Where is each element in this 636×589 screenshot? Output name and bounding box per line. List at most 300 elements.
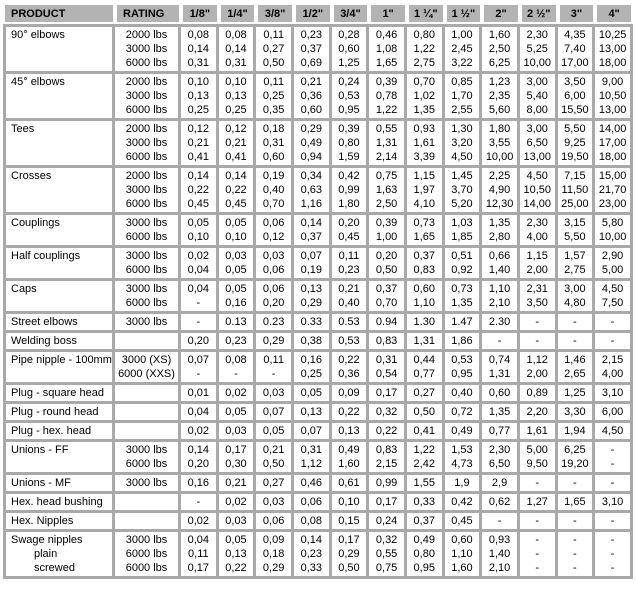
- weight-value: 0,16: [225, 297, 247, 309]
- weight-cell: [332, 532, 370, 579]
- weight-cell: [294, 74, 332, 121]
- weight-value: -: [535, 316, 540, 328]
- weight-cell: [595, 121, 633, 168]
- weight-cell: [369, 74, 407, 121]
- weight-cell: [407, 494, 445, 513]
- weight-value: 0,45: [338, 231, 360, 243]
- weight-cell: [294, 281, 332, 314]
- weight-value: 0,50: [262, 57, 285, 69]
- column-header-size: 1": [369, 3, 407, 24]
- weight-value: 4,50: [526, 170, 548, 182]
- weight-value: 0,13: [225, 548, 247, 560]
- weight-value: -: [573, 562, 577, 574]
- weight-value: 0,10: [187, 76, 210, 88]
- weight-value: 0,03: [225, 250, 247, 262]
- rating-label: 6000 (XXS): [118, 368, 175, 380]
- weight-cell: [595, 168, 633, 215]
- weight-value: 0,33: [300, 562, 322, 574]
- rating-label: [115, 386, 178, 400]
- weight-cell: [520, 475, 558, 494]
- weight-value: 0,95: [338, 104, 360, 116]
- weight-value: 3,70: [451, 184, 473, 196]
- weight-cell: [219, 333, 257, 352]
- weight-value: 0,37: [300, 43, 322, 55]
- weight-value: 0,22: [338, 406, 360, 418]
- product-name: Plug - hex. head: [11, 425, 92, 437]
- weight-cell: [482, 24, 520, 74]
- weight-value: -: [573, 515, 577, 527]
- weight-cell: [294, 442, 332, 475]
- weight-value: 0,32: [375, 406, 398, 418]
- weight-value: 0,05: [300, 387, 322, 399]
- weight-value: 0,15: [338, 515, 360, 527]
- weight-cell: [256, 215, 294, 248]
- weight-cell: [407, 121, 445, 168]
- weight-cell: [294, 423, 332, 442]
- weight-value: 0,18: [262, 548, 285, 560]
- weight-cell: [595, 74, 633, 121]
- weight-value: 3,50: [526, 297, 548, 309]
- weight-value: 0,50: [338, 562, 360, 574]
- weight-cell: [181, 423, 219, 442]
- weight-value: 2,31: [526, 283, 548, 295]
- weight-value: 0,14: [225, 170, 247, 182]
- weight-value: 1,35: [488, 406, 511, 418]
- weight-value: 0,21: [225, 137, 247, 149]
- weight-value: -: [535, 335, 540, 347]
- weight-cell: [256, 74, 294, 121]
- weight-cell: [294, 352, 332, 385]
- weight-value: 0.23: [262, 316, 285, 328]
- weight-value: 0,04: [187, 264, 210, 276]
- weight-cell: [332, 121, 370, 168]
- product-name: Swage nipples: [11, 534, 83, 546]
- weight-cell: [445, 385, 483, 404]
- weight-value: -: [610, 335, 615, 347]
- weight-value: 10,50: [598, 90, 627, 102]
- rating-cell: [115, 532, 181, 579]
- column-header-product: PRODUCT: [3, 3, 115, 24]
- weight-cell: [595, 385, 633, 404]
- weight-value: 4,35: [564, 29, 586, 41]
- rating-label: 3000 lbs: [125, 316, 168, 328]
- weight-value: 8,00: [526, 104, 548, 116]
- weight-cell: [294, 385, 332, 404]
- weight-value: 0,25: [262, 90, 285, 102]
- weight-value: 1,12: [300, 458, 322, 470]
- weight-cell: [181, 475, 219, 494]
- weight-value: 0,78: [375, 90, 398, 102]
- product-cell: [3, 74, 115, 121]
- weight-value: 1,60: [338, 458, 360, 470]
- product-group-row: [3, 74, 633, 121]
- weight-value: 6,00: [601, 406, 624, 418]
- weight-value: 0,31: [262, 137, 285, 149]
- weight-cell: [256, 442, 294, 475]
- weight-value: 0,75: [375, 562, 398, 574]
- weight-value: 0,89: [526, 387, 548, 399]
- rating-cell: [115, 352, 181, 385]
- weight-value: 0,73: [451, 283, 473, 295]
- weight-value: 1,55: [413, 477, 435, 489]
- rating-cell: [115, 215, 181, 248]
- weight-cell: [558, 513, 596, 532]
- weight-cell: [520, 314, 558, 333]
- weight-value: 0,24: [338, 76, 360, 88]
- weight-value: 13,00: [523, 151, 551, 163]
- weight-value: 0,77: [413, 368, 435, 380]
- weight-cell: [558, 314, 596, 333]
- weight-cell: [520, 532, 558, 579]
- product-subname: screwed: [34, 562, 75, 574]
- weight-value: 10,00: [485, 151, 514, 163]
- column-header-rating: RATING: [115, 3, 181, 24]
- weight-value: -: [610, 562, 615, 574]
- weight-value: 0,10: [225, 76, 247, 88]
- weight-cell: [482, 475, 520, 494]
- rating-label: 6000 lbs: [125, 548, 168, 560]
- weight-value: 0,36: [300, 90, 322, 102]
- weight-cell: [219, 352, 257, 385]
- weight-value: 10,00: [598, 231, 627, 243]
- weight-value: 0,09: [262, 534, 285, 546]
- weight-cell: [181, 404, 219, 423]
- weight-value: 0,05: [225, 534, 247, 546]
- weight-value: -: [535, 534, 540, 546]
- weight-cell: [558, 442, 596, 475]
- product-name: Unions - MF: [11, 477, 71, 489]
- weight-value: 1,30: [451, 123, 473, 135]
- weight-value: 15,00: [598, 170, 627, 182]
- weight-value: 1,35: [451, 297, 473, 309]
- weight-cell: [407, 532, 445, 579]
- weight-value: -: [610, 515, 615, 527]
- weight-cell: [482, 442, 520, 475]
- weight-value: 0,24: [375, 515, 398, 527]
- weight-value: 0,23: [300, 548, 322, 560]
- weight-value: 0,10: [338, 496, 360, 508]
- weight-value: 0,50: [375, 264, 398, 276]
- weight-value: 1,25: [564, 387, 586, 399]
- weight-value: 4,50: [601, 425, 624, 437]
- weight-cell: [332, 24, 370, 74]
- weight-cell: [219, 24, 257, 74]
- weight-value: -: [535, 515, 540, 527]
- weight-value: -: [497, 335, 502, 347]
- weight-value: 0,42: [338, 170, 360, 182]
- weight-value: 0,33: [413, 496, 435, 508]
- weight-cell: [520, 168, 558, 215]
- weight-value: 0,14: [187, 170, 210, 182]
- weight-cell: [332, 513, 370, 532]
- weight-cell: [558, 423, 596, 442]
- product-cell: [3, 352, 115, 385]
- weight-value: 0,45: [187, 198, 210, 210]
- weight-value: 0,41: [187, 151, 210, 163]
- column-header-size: 2 ½": [520, 3, 558, 24]
- weight-value: 0,05: [262, 425, 285, 437]
- weight-cell: [482, 333, 520, 352]
- rating-cell: [115, 494, 181, 513]
- weight-cell: [294, 475, 332, 494]
- product-group-row: [3, 404, 633, 423]
- weight-cell: [595, 423, 633, 442]
- weight-cell: [482, 74, 520, 121]
- weight-value: 0,10: [187, 231, 210, 243]
- weight-cell: [445, 352, 483, 385]
- weight-cell: [407, 24, 445, 74]
- weight-value: 1,22: [413, 43, 435, 55]
- product-name: Plug - square head: [11, 387, 104, 399]
- weight-cell: [369, 24, 407, 74]
- weight-value: 3,00: [526, 123, 548, 135]
- weight-cell: [332, 74, 370, 121]
- weight-value: 0,08: [225, 29, 247, 41]
- weight-value: 0,55: [375, 548, 398, 560]
- weight-cell: [369, 404, 407, 423]
- weight-value: 0,05: [225, 283, 247, 295]
- weight-cell: [294, 513, 332, 532]
- weight-value: 17,00: [598, 137, 627, 149]
- product-name: 90° elbows: [11, 29, 65, 41]
- weight-value: 3,15: [564, 217, 586, 229]
- product-group-row: [3, 24, 633, 74]
- rating-cell: [115, 24, 181, 74]
- weight-value: 5,00: [601, 264, 624, 276]
- weight-value: 0,04: [187, 283, 210, 295]
- weight-cell: [181, 333, 219, 352]
- weight-value: 1,22: [375, 104, 398, 116]
- weight-value: 1,85: [451, 231, 473, 243]
- rating-label: 3000 lbs: [125, 477, 168, 489]
- rating-label: 6000 lbs: [125, 151, 168, 163]
- product-group-row: [3, 215, 633, 248]
- rating-label: [115, 405, 178, 419]
- weight-value: 0,18: [262, 123, 285, 135]
- weight-cell: [332, 442, 370, 475]
- product-cell: [3, 513, 115, 532]
- weight-value: 9,25: [564, 137, 586, 149]
- weight-cell: [181, 281, 219, 314]
- weight-value: 1,31: [375, 137, 398, 149]
- rating-label: 2000 lbs: [125, 170, 168, 182]
- weight-value: 0,31: [300, 444, 322, 456]
- weight-value: 0,55: [375, 123, 398, 135]
- weight-value: 1,80: [488, 123, 511, 135]
- weight-value: 0,60: [451, 534, 473, 546]
- rating-cell: [115, 121, 181, 168]
- weight-value: 0,95: [451, 368, 473, 380]
- weight-cell: [445, 404, 483, 423]
- weight-cell: [369, 494, 407, 513]
- rating-cell: [115, 423, 181, 442]
- weight-cell: [219, 494, 257, 513]
- rating-label: 3000 lbs: [125, 283, 168, 295]
- weight-cell: [445, 74, 483, 121]
- weight-value: 0,02: [187, 250, 210, 262]
- column-header-size: 3": [558, 3, 596, 24]
- weight-cell: [482, 352, 520, 385]
- weight-value: 0,02: [225, 496, 247, 508]
- weight-value: 6,25: [488, 57, 511, 69]
- weight-value: 1.30: [413, 316, 435, 328]
- product-name: Caps: [11, 283, 37, 295]
- weight-cell: [332, 281, 370, 314]
- weight-cell: [219, 532, 257, 579]
- weight-value: 1,08: [375, 43, 398, 55]
- column-header-size: 1 ½": [445, 3, 483, 24]
- weight-cell: [445, 314, 483, 333]
- rating-label: 3000 lbs: [125, 250, 168, 262]
- weight-cell: [181, 248, 219, 281]
- weight-value: 0,93: [413, 123, 435, 135]
- weight-cell: [407, 352, 445, 385]
- weight-value: 0,37: [413, 250, 435, 262]
- weight-value: 1,80: [338, 198, 360, 210]
- weight-cell: [482, 423, 520, 442]
- weight-value: 5,50: [564, 231, 586, 243]
- weight-value: 0,07: [300, 250, 322, 262]
- weight-cell: [294, 248, 332, 281]
- weight-value: 1,57: [564, 250, 586, 262]
- weight-cell: [294, 24, 332, 74]
- weight-value: -: [573, 534, 577, 546]
- weight-value: 0,46: [300, 477, 322, 489]
- weight-value: 0,45: [225, 198, 247, 210]
- weight-cell: [294, 215, 332, 248]
- weight-value: 7,50: [601, 297, 624, 309]
- weight-cell: [369, 333, 407, 352]
- weight-cell: [595, 494, 633, 513]
- weight-value: 1,31: [413, 335, 435, 347]
- weight-value: 0,53: [338, 335, 360, 347]
- weight-cell: [294, 494, 332, 513]
- weight-value: 0,40: [451, 387, 473, 399]
- weight-value: 0,06: [262, 217, 285, 229]
- weight-value: 0.13: [225, 316, 247, 328]
- weight-value: 1,94: [564, 425, 586, 437]
- weight-cell: [181, 352, 219, 385]
- weight-value: 3,39: [413, 151, 435, 163]
- weight-value: 2.30: [488, 316, 511, 328]
- weight-value: 10,50: [523, 184, 551, 196]
- weight-value: 0,60: [262, 151, 285, 163]
- weight-value: -: [610, 548, 615, 560]
- weight-cell: [520, 352, 558, 385]
- product-group-row: [3, 248, 633, 281]
- weight-value: 0,13: [225, 90, 247, 102]
- weight-value: 1,40: [488, 548, 511, 560]
- weight-value: 23,00: [598, 198, 627, 210]
- weight-value: 0,77: [488, 425, 511, 437]
- product-cell: [3, 494, 115, 513]
- column-header-size: 1/4": [219, 3, 257, 24]
- product-subname: plain: [34, 548, 58, 560]
- weight-value: 0,85: [451, 76, 473, 88]
- rating-cell: [115, 442, 181, 475]
- weight-value: 1,03: [451, 217, 473, 229]
- weight-cell: [369, 281, 407, 314]
- weight-value: 1,10: [451, 548, 473, 560]
- weight-cell: [294, 121, 332, 168]
- weight-cell: [256, 404, 294, 423]
- rating-label: 2000 lbs: [125, 29, 168, 41]
- weight-value: 0,14: [300, 217, 322, 229]
- weight-value: 0,80: [413, 29, 435, 41]
- weight-cell: [256, 385, 294, 404]
- product-name: Tees: [11, 123, 35, 135]
- weight-cell: [256, 24, 294, 74]
- weight-value: 1,97: [413, 184, 435, 196]
- weight-value: -: [271, 368, 276, 380]
- weight-cell: [445, 24, 483, 74]
- weight-cell: [332, 248, 370, 281]
- weight-cell: [407, 423, 445, 442]
- weight-value: 0,42: [451, 496, 473, 508]
- rating-label: 6000 lbs: [125, 57, 168, 69]
- weight-cell: [407, 168, 445, 215]
- weight-value: 0,25: [225, 104, 247, 116]
- weight-cell: [369, 513, 407, 532]
- weight-cell: [332, 385, 370, 404]
- rating-label: [115, 424, 178, 438]
- weight-value: 1,63: [375, 184, 398, 196]
- weight-cell: [219, 385, 257, 404]
- weight-cell: [181, 532, 219, 579]
- weight-cell: [181, 168, 219, 215]
- weight-value: 3,00: [526, 76, 548, 88]
- weight-cell: [445, 281, 483, 314]
- rating-label: 2000 lbs: [125, 76, 168, 88]
- weight-value: 4,50: [601, 283, 624, 295]
- weight-value: 0,20: [187, 335, 210, 347]
- weight-value: 1,61: [413, 137, 435, 149]
- rating-label: 3000 lbs: [125, 137, 168, 149]
- weight-value: 0,69: [300, 57, 322, 69]
- weight-cell: [332, 423, 370, 442]
- weight-value: 0.33: [300, 316, 322, 328]
- weight-cell: [445, 494, 483, 513]
- weight-value: 0,25: [300, 368, 322, 380]
- weight-cell: [482, 404, 520, 423]
- weight-cell: [219, 281, 257, 314]
- weight-value: 0,08: [225, 354, 247, 366]
- weight-value: 0,14: [225, 43, 247, 55]
- weight-cell: [332, 475, 370, 494]
- weight-value: 1,27: [526, 496, 548, 508]
- weight-value: 0,08: [300, 515, 322, 527]
- weight-value: 2,9: [491, 477, 508, 489]
- weight-value: 1,61: [526, 425, 548, 437]
- weight-cell: [369, 475, 407, 494]
- weight-value: 0,11: [188, 548, 209, 560]
- weight-cell: [595, 24, 633, 74]
- weight-value: 5,25: [526, 43, 548, 55]
- weight-value: 5,50: [564, 123, 586, 135]
- weight-value: 0,61: [338, 477, 360, 489]
- weight-value: 0,31: [375, 354, 398, 366]
- weight-value: 0,49: [413, 534, 435, 546]
- weight-value: 18,00: [598, 151, 627, 163]
- weight-value: 0,04: [187, 406, 210, 418]
- product-name: Plug - round head: [11, 406, 99, 418]
- weight-value: 25,00: [561, 198, 589, 210]
- weight-value: 4,90: [488, 184, 511, 196]
- product-cell: [3, 24, 115, 74]
- header-row: [3, 3, 633, 24]
- rating-label: 2000 lbs: [125, 123, 168, 135]
- weight-value: 0,93: [488, 534, 511, 546]
